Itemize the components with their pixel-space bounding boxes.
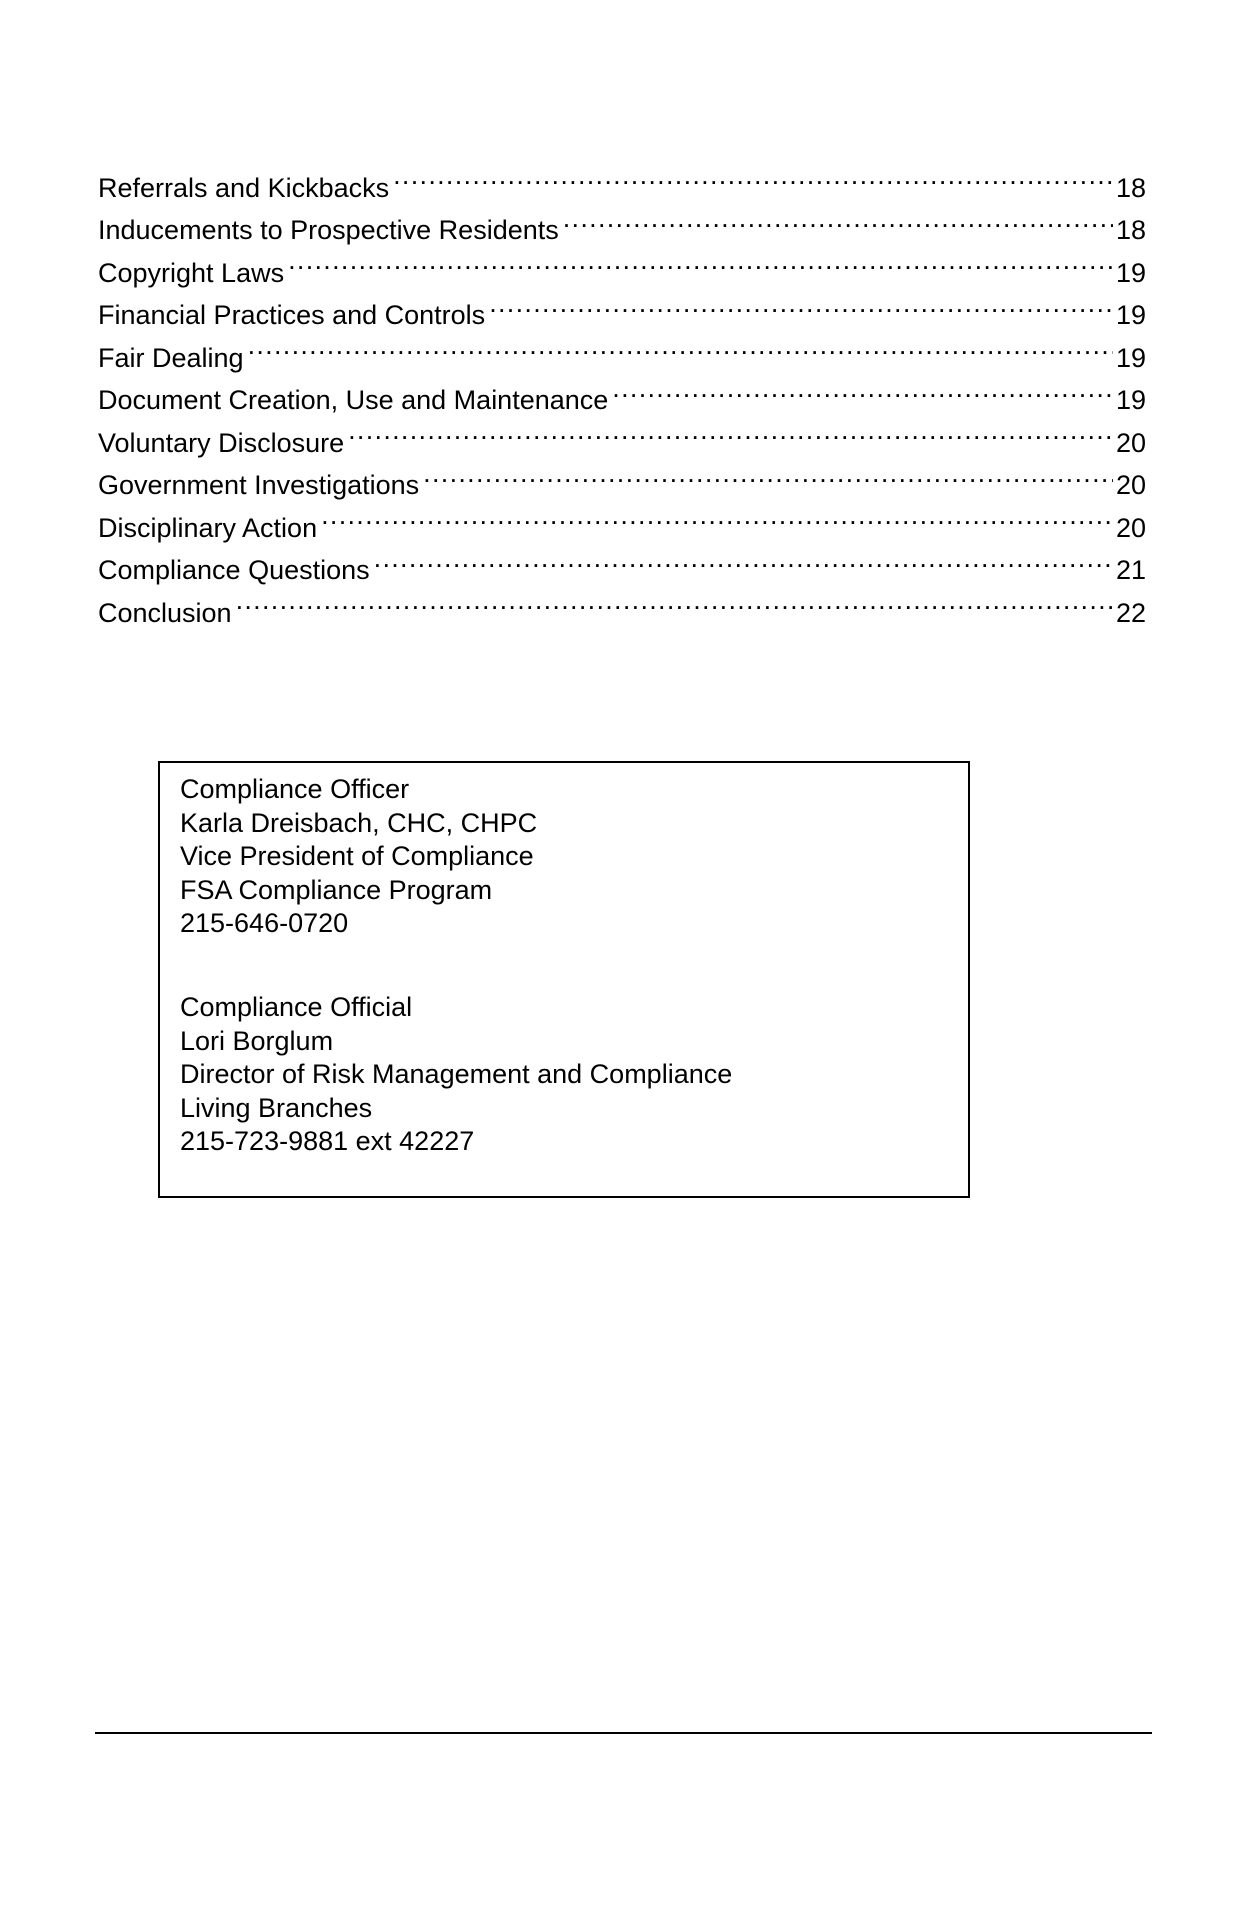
contact-title: Director of Risk Management and Compliance — [180, 1059, 733, 1090]
toc-entry-page: 20 — [1115, 512, 1146, 543]
contact-name: Lori Borglum — [180, 1025, 334, 1056]
toc-entry-title: Copyright Laws — [98, 257, 285, 288]
contact-title: Vice President of Compliance — [180, 841, 534, 872]
toc-entry-title: Voluntary Disclosure — [98, 427, 345, 458]
contact-phone: 215-646-0720 — [180, 908, 349, 939]
compliance-officer-contact — [180, 773, 968, 941]
contact-organization: Living Branches — [180, 1092, 373, 1123]
toc-entry-title: Disciplinary Action — [98, 512, 318, 543]
contact-role: Compliance Officer — [180, 774, 410, 804]
contact-name: Karla Dreisbach, CHC, CHPC — [180, 807, 538, 838]
toc-entry-page: 19 — [1115, 342, 1146, 373]
toc-entry-page: 18 — [1115, 172, 1146, 203]
toc-entry-title: Government Investigations — [98, 470, 420, 500]
toc-dot-leader — [348, 409, 1113, 452]
toc-entry-title: Document Creation, Use and Maintenance — [98, 385, 609, 415]
toc-dot-leader — [374, 537, 1113, 580]
contact-role: Compliance Official — [180, 991, 413, 1022]
table-of-contents — [98, 154, 1146, 628]
toc-entry-title: Fair Dealing — [98, 342, 244, 373]
toc-entry[interactable] — [98, 579, 1146, 628]
toc-dot-leader — [423, 452, 1113, 495]
toc-entry-page: 22 — [1115, 597, 1146, 628]
toc-dot-leader — [612, 367, 1113, 410]
toc-entry-title: Financial Practices and Controls — [98, 300, 486, 330]
toc-entry-page: 19 — [1115, 257, 1146, 288]
toc-dot-leader — [248, 324, 1113, 367]
toc-entry-title: Inducements to Prospective Residents — [98, 215, 559, 245]
toc-entry-page: 18 — [1115, 215, 1146, 245]
toc-entry-page: 20 — [1115, 427, 1146, 458]
toc-dot-leader — [393, 154, 1113, 197]
toc-entry-page: 20 — [1115, 470, 1146, 500]
contact-phone: 215-723-9881 ext 42227 — [180, 1126, 475, 1157]
toc-dot-leader — [288, 239, 1113, 282]
toc-entry[interactable] — [98, 154, 1146, 203]
compliance-contacts-box — [158, 761, 970, 1198]
toc-entry-page: 21 — [1115, 555, 1146, 585]
toc-entry-title: Conclusion — [98, 597, 232, 628]
toc-entry[interactable] — [98, 324, 1146, 373]
toc-dot-leader — [236, 579, 1113, 622]
toc-entry-page: 19 — [1115, 385, 1146, 415]
toc-dot-leader — [563, 197, 1113, 240]
toc-dot-leader — [489, 282, 1113, 325]
toc-entry-page: 19 — [1115, 300, 1146, 330]
toc-entry[interactable] — [98, 367, 1146, 415]
toc-entry-title: Compliance Questions — [98, 555, 370, 585]
toc-entry-title: Referrals and Kickbacks — [98, 172, 390, 203]
footer-divider — [95, 1732, 1152, 1734]
toc-dot-leader — [321, 494, 1113, 537]
compliance-official-contact — [180, 991, 968, 1159]
contact-organization: FSA Compliance Program — [180, 874, 493, 905]
